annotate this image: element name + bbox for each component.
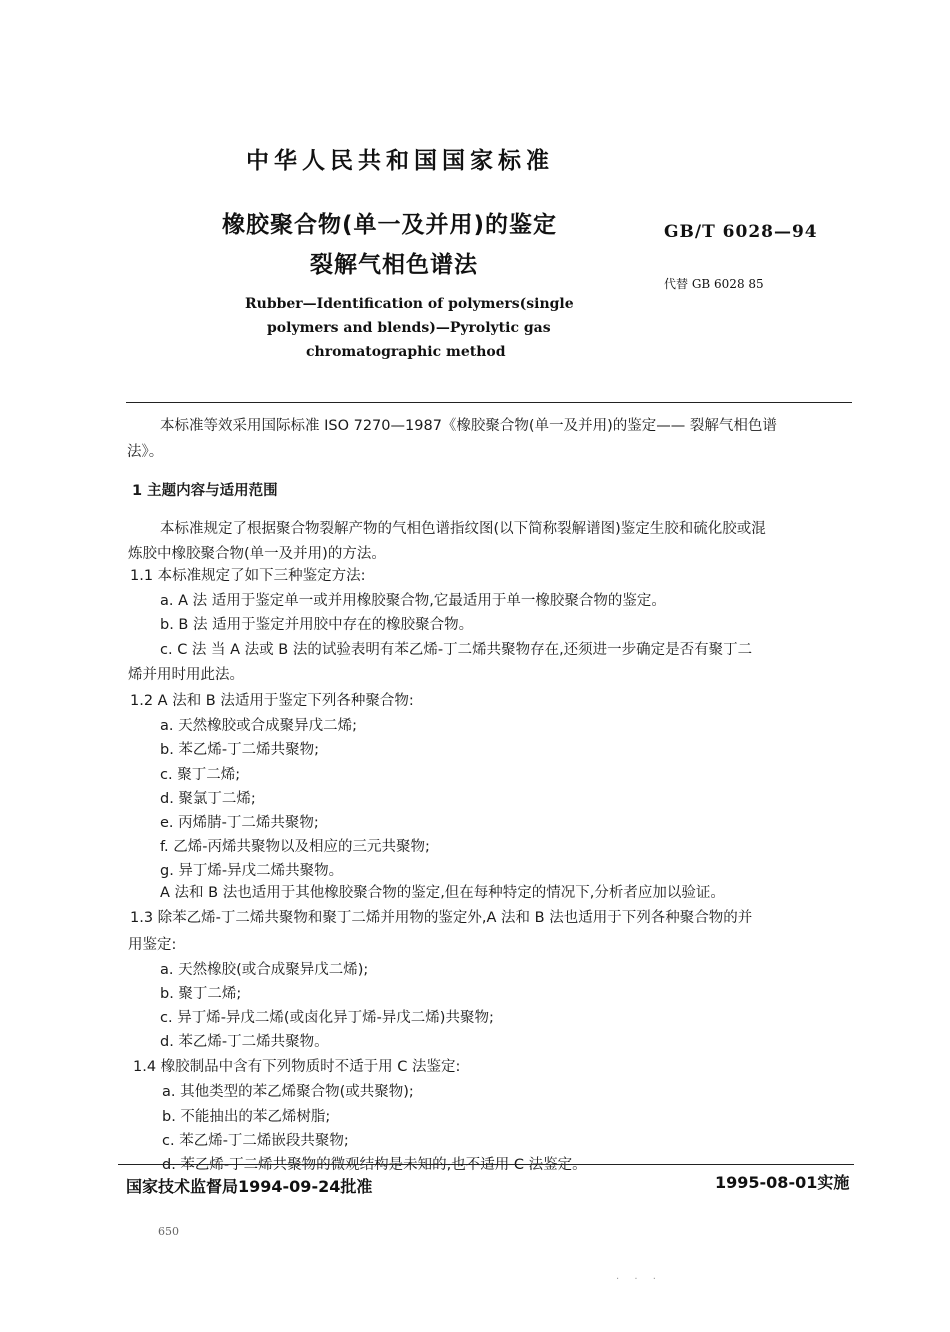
clause-1-3-heading: 1.3 除苯乙烯-丁二烯共聚物和聚丁二烯并用物的鉴定外,A 法和 B 法也适用于下列各种聚合物的并 xyxy=(130,910,753,926)
clause-1-2-item-g: g. 异丁烯-异戊二烯共聚物。 xyxy=(160,863,344,879)
issuing-agency: 中华人民共和国国家标准 xyxy=(246,148,554,174)
clause-1-1-item-b: b. B 法 适用于鉴定并用胶中存在的橡胶聚合物。 xyxy=(160,617,474,633)
clause-1-4-heading: 1.4 橡胶制品中含有下列物质时不适于用 C 法鉴定: xyxy=(133,1059,461,1075)
clause-1-3-item-d: d. 苯乙烯-丁二烯共聚物。 xyxy=(160,1034,329,1050)
document-title-line-2: 裂解气相色谱法 xyxy=(310,252,478,278)
header-divider xyxy=(126,402,852,403)
clause-1-2-note: A 法和 B 法也适用于其他橡胶聚合物的鉴定,但在每种特定的情况下,分析者应加以验证。 xyxy=(160,885,725,901)
clause-1-1-item-c-cont: 烯并用时用此法。 xyxy=(128,667,244,683)
effective-date: 1995-08-01实施 xyxy=(715,1173,850,1192)
clause-1-3-item-a: a. 天然橡胶(或合成聚异戊二烯); xyxy=(160,962,369,978)
clause-1-1-item-c: c. C 法 当 A 法或 B 法的试验表明有苯乙烯-丁二烯共聚物存在,还须进一步确定是否有聚丁二 xyxy=(160,642,753,658)
clause-1-4-item-b: b. 不能抽出的苯乙烯树脂; xyxy=(162,1109,331,1125)
replaces-standard: 代替 GB 6028 85 xyxy=(664,277,764,291)
page-number: 650 xyxy=(158,1225,179,1238)
clause-1-4-item-a: a. 其他类型的苯乙烯聚合物(或共聚物); xyxy=(162,1084,414,1100)
section-1-heading: 1 主题内容与适用范围 xyxy=(132,483,278,499)
clause-1-2-item-a: a. 天然橡胶或合成聚异戊二烯; xyxy=(160,718,357,734)
clause-1-2-item-f: f. 乙烯-丙烯共聚物以及相应的三元共聚物; xyxy=(160,839,430,855)
document-title-line-1: 橡胶聚合物(单一及并用)的鉴定 xyxy=(222,212,558,238)
clause-1-1-item-a: a. A 法 适用于鉴定单一或并用橡胶聚合物,它最适用于单一橡胶聚合物的鉴定。 xyxy=(160,593,666,609)
clause-1-1-heading: 1.1 本标准规定了如下三种鉴定方法: xyxy=(130,568,366,584)
english-title-line-3: chromatographic method xyxy=(306,344,506,360)
clause-1-2-item-d: d. 聚氯丁二烯; xyxy=(160,791,256,807)
clause-1-3-heading-cont: 用鉴定: xyxy=(128,937,177,953)
clause-1-2-heading: 1.2 A 法和 B 法适用于鉴定下列各种聚合物: xyxy=(130,693,414,709)
footer-divider xyxy=(118,1164,854,1165)
standard-code: GB/T 6028—94 xyxy=(664,222,818,242)
english-title-line-1: Rubber—Identification of polymers(single xyxy=(245,296,574,312)
section-1-para-line-1: 本标准规定了根据聚合物裂解产物的气相色谱指纹图(以下简称裂解谱图)鉴定生胶和硫化胶或混 xyxy=(160,521,766,537)
clause-1-4-item-d: d. 苯乙烯-丁二烯共聚物的微观结构是未知的,也不适用 C 法鉴定。 xyxy=(162,1157,587,1173)
approval-date: 国家技术监督局1994-09-24批准 xyxy=(126,1177,373,1196)
section-1-para-line-2: 炼胶中橡胶聚合物(单一及并用)的方法。 xyxy=(128,546,386,562)
english-title-line-2: polymers and blends)—Pyrolytic gas xyxy=(267,320,551,336)
intro-line-1: 本标准等效采用国际标准 ISO 7270—1987《橡胶聚合物(单一及并用)的鉴定—— 裂解气相色谱 xyxy=(160,418,777,434)
clause-1-3-item-b: b. 聚丁二烯; xyxy=(160,986,242,1002)
clause-1-3-item-c: c. 异丁烯-异戊二烯(或卤化异丁烯-异戊二烯)共聚物; xyxy=(160,1010,494,1026)
clause-1-4-item-c: c. 苯乙烯-丁二烯嵌段共聚物; xyxy=(162,1133,349,1149)
intro-line-2: 法》。 xyxy=(127,444,164,460)
clause-1-2-item-b: b. 苯乙烯-丁二烯共聚物; xyxy=(160,742,320,758)
clause-1-2-item-c: c. 聚丁二烯; xyxy=(160,767,241,783)
scan-specks: · · · xyxy=(616,1274,662,1285)
clause-1-2-item-e: e. 丙烯腈-丁二烯共聚物; xyxy=(160,815,319,831)
